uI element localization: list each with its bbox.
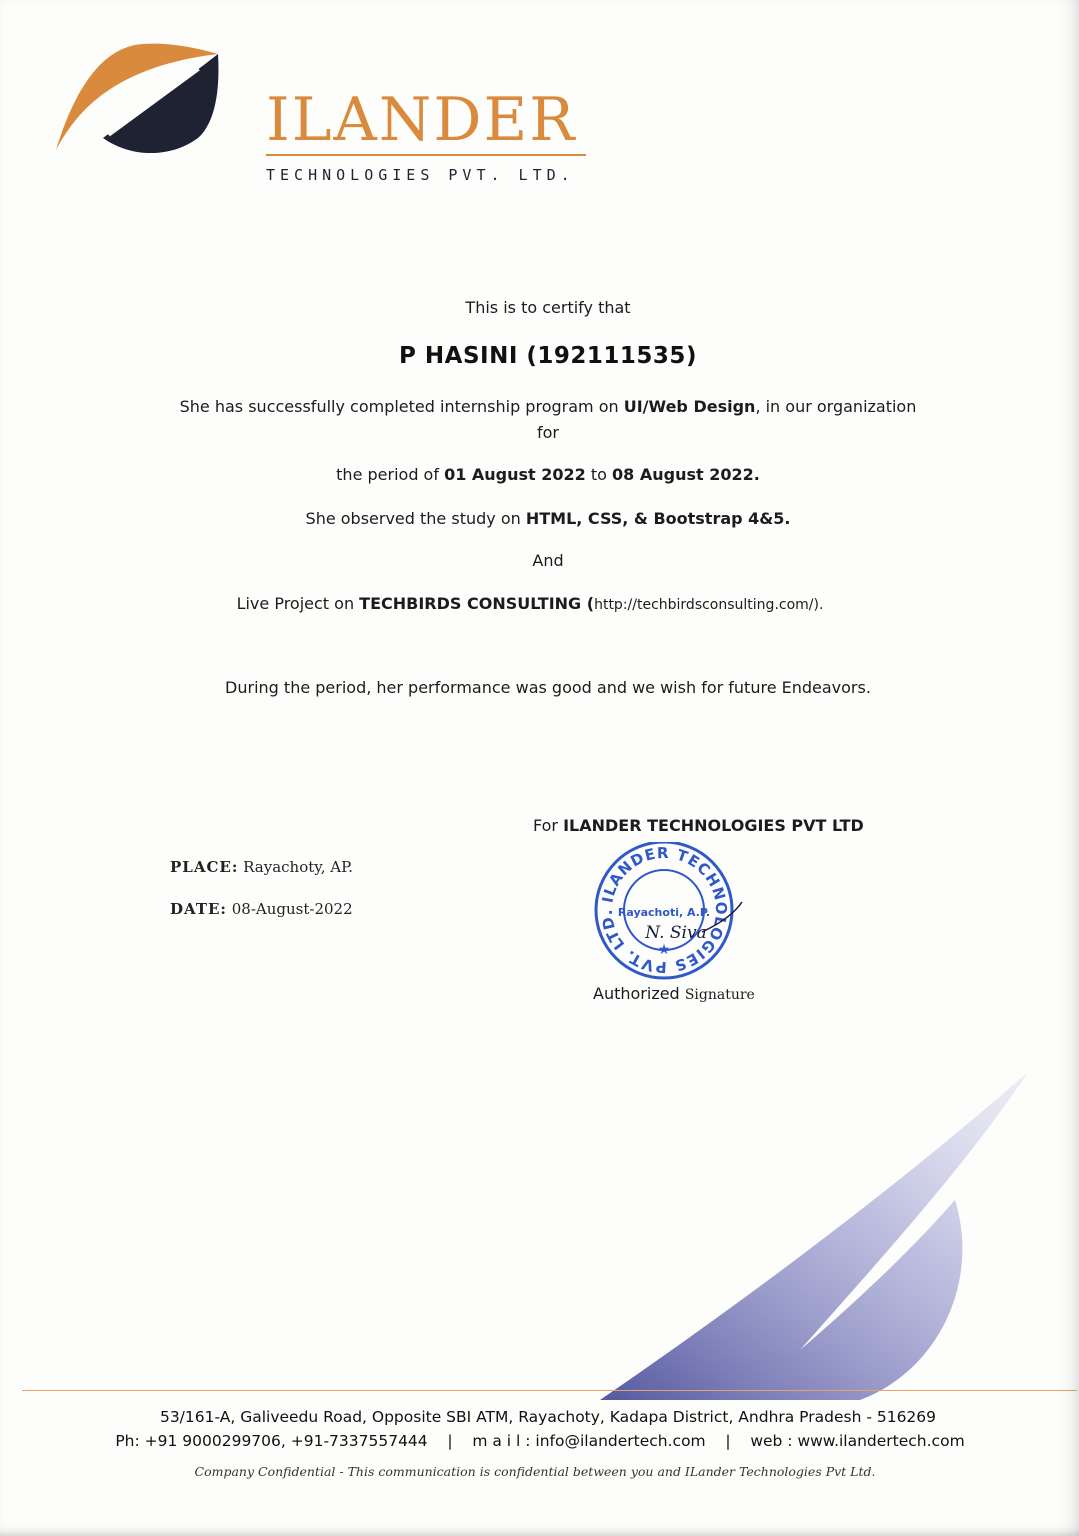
certify-intro: This is to certify that [465,298,631,317]
footer-contact: Ph: +91 9000299706, +91-7337557444 | m a i l : info@ilandertech.com | web : www.ilandertech.com [115,1432,965,1450]
period-line: the period of 01 August 2022 to 08 August 2022. [336,465,760,484]
footer-address: 53/161-A, Galiveedu Road, Opposite SBI ATM, Rayachoty, Kadapa District, Andhra Pradesh - 516269 [159,1408,937,1426]
seal-center-text: Rayachoti, A.P. [617,906,711,919]
project-url: http://techbirdsconsulting.com/). [594,597,824,613]
authorized-signature-label: Authorized Signature [593,984,755,1003]
program-line: She has successfully completed internship program on UI/Web Design, in our organization [179,397,917,416]
recipient-name: P HASINI (192111535) [399,343,697,369]
seal-stamp-icon [584,842,744,982]
company-seal [584,842,744,982]
handwritten-signature: N. Siva [645,923,707,943]
date-line: DATE: 08-August-2022 [170,900,353,918]
logo-brand-name: ILANDER [266,90,586,156]
watermark-swoosh-icon [560,1060,1040,1400]
closing-statement: During the period, her performance was good and we wish for future Endeavors. [225,678,871,697]
program-line-wrap: for [537,423,559,442]
study-line: She observed the study on HTML, CSS, & Bootstrap 4&5. [305,509,791,528]
seal-ring-text: ILANDER TECHNOLOGIES PVT. LTD. [597,843,731,977]
place-line: PLACE: Rayachoty, AP. [170,858,353,876]
for-company-line: For ILANDER TECHNOLOGIES PVT LTD [533,816,864,835]
confidential-notice: Company Confidential - This communication is confidential between you and ILander Technologies Pvt Ltd. [194,1464,876,1479]
project-line: Live Project on TECHBIRDS CONSULTING (http://techbirdsconsulting.com/). [236,594,824,613]
footer-divider [22,1390,1077,1391]
logo-swoosh-icon [48,38,248,168]
seal-star-icon: ★ [657,942,671,958]
and-word: And [532,551,564,570]
logo-tagline: TECHNOLOGIES PVT. LTD. [266,166,575,184]
company-logo [48,38,577,184]
